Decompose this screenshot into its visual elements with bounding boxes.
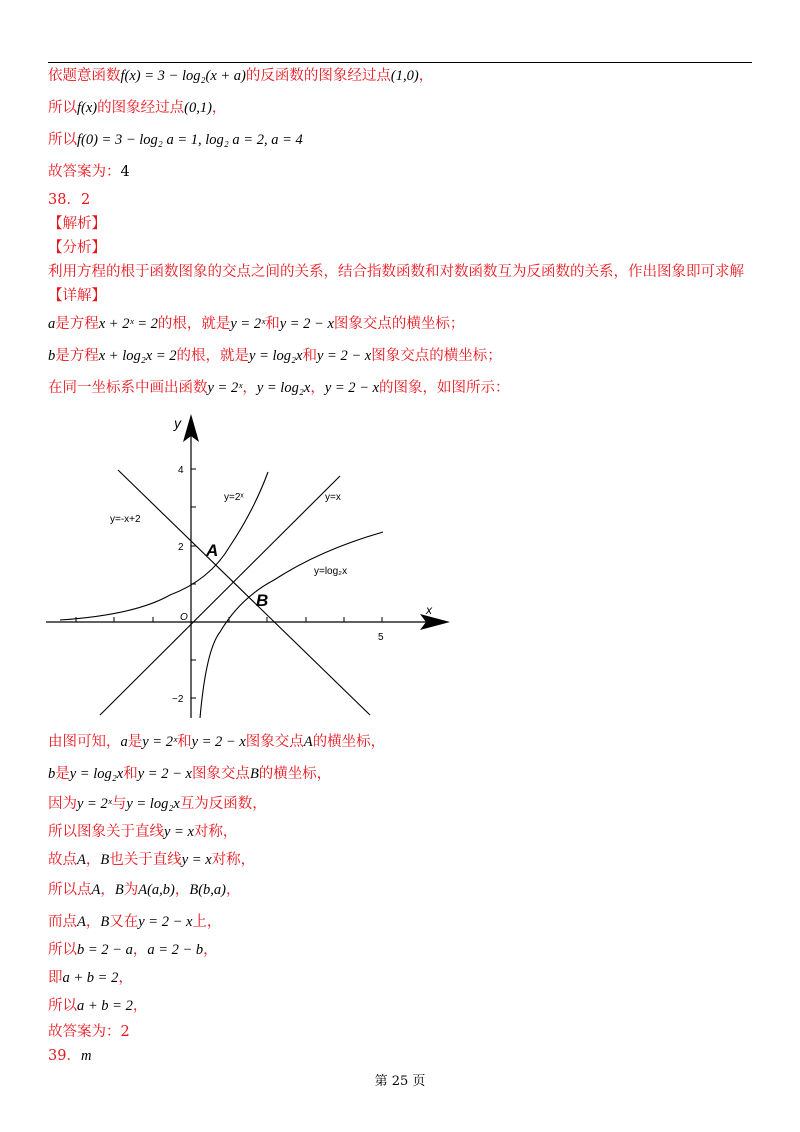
math-expr: y = log₂x xyxy=(249,348,303,364)
result-line-6 xyxy=(48,880,241,900)
math-expr: y = 2 − x xyxy=(191,734,246,750)
math-expr: y = 2 − x xyxy=(317,348,372,364)
text: 由图可知， xyxy=(48,734,121,750)
text: 故点 xyxy=(48,852,77,868)
text: 和 xyxy=(265,316,280,332)
math-expr: y = 2 − x xyxy=(324,380,380,396)
text-line-b xyxy=(48,346,502,366)
math-expr: y = 2ˣ xyxy=(230,316,266,332)
math-expr: f(x) xyxy=(77,100,98,116)
text: ， xyxy=(203,942,218,958)
line-y-equals-neg-x-plus-2 xyxy=(118,470,370,715)
text: 和 xyxy=(302,348,317,364)
text: 互为反函数， xyxy=(179,796,267,812)
text: 和 xyxy=(123,766,138,782)
label-log: y=log₂x xyxy=(314,566,348,577)
text: 所以 xyxy=(48,100,77,116)
result-line-4 xyxy=(48,822,237,842)
section-xiangjie: 【详解】 xyxy=(48,288,106,304)
text: ， xyxy=(132,942,148,958)
text: 的图象，如图所示： xyxy=(379,380,510,396)
text: 对称， xyxy=(211,852,256,868)
math-expr: y = 2 − x xyxy=(137,766,192,782)
math-expr: b = 2 − a xyxy=(77,942,133,958)
math-expr: m xyxy=(80,1048,92,1064)
text: ， xyxy=(85,914,101,930)
function-graph-figure xyxy=(40,410,460,725)
math-expr: b xyxy=(48,766,56,782)
math-expr: a + b = 2 xyxy=(77,998,133,1014)
text: 上， xyxy=(192,914,222,930)
text: ， xyxy=(132,998,148,1014)
text: 的横坐标， xyxy=(258,766,332,782)
y-axis-label: y xyxy=(174,415,181,431)
text-line-plot xyxy=(48,378,510,398)
result-line-1 xyxy=(48,732,385,752)
question-number-39 xyxy=(48,1046,91,1066)
math-expr: y = 2ˣ xyxy=(77,796,112,812)
math-expr: A(a,b) xyxy=(138,882,175,898)
text: 图象交点 xyxy=(191,766,250,782)
math-expr: B xyxy=(100,852,110,868)
text: 图象交点的横坐标； xyxy=(371,348,502,364)
label-yx: y=x xyxy=(325,492,341,503)
text-line-3 xyxy=(48,130,303,150)
fenxi-text: 利用方程的根于函数图象的交点之间的关系，结合指数函数和对数函数互为反函数的关系，作出图象即可求解 xyxy=(48,264,744,280)
math-expr: y = 2ˣ xyxy=(207,380,243,396)
math-expr: A xyxy=(77,914,86,930)
text-line-1 xyxy=(48,66,433,86)
text: 因为 xyxy=(48,796,77,812)
section-jiexi: 【解析】 xyxy=(48,216,106,232)
text: 依题意函数 xyxy=(48,68,121,84)
text: ， xyxy=(174,882,190,898)
result-line-8 xyxy=(48,940,218,960)
text: 图象交点的横坐标； xyxy=(333,316,465,332)
math-expr: b xyxy=(48,348,56,364)
math-expr: a xyxy=(48,316,56,332)
math-expr: A xyxy=(91,882,101,898)
result-line-2 xyxy=(48,764,331,784)
text: 故答案为： xyxy=(48,1024,121,1040)
text-line-a xyxy=(48,314,464,334)
tick-label-neg2: −2 xyxy=(172,694,184,705)
answer-value: 2 xyxy=(120,1024,130,1040)
tick-label-2: 2 xyxy=(178,542,184,553)
text: ， xyxy=(100,882,115,898)
result-line-10 xyxy=(48,996,147,1016)
answer-line-38 xyxy=(48,1022,130,1042)
math-expr: a = 2 − b xyxy=(147,942,204,958)
result-line-3 xyxy=(48,794,267,814)
label-exp: y=2ˣ xyxy=(224,492,244,503)
math-expr: y = 2ˣ xyxy=(142,734,178,750)
text: ， xyxy=(418,68,434,84)
text: 在同一坐标系中画出函数 xyxy=(48,380,208,396)
point-B-label: B xyxy=(256,591,269,610)
point-A-label: A xyxy=(206,541,219,560)
math-expr: B xyxy=(249,766,259,782)
text: ， xyxy=(242,380,257,396)
text: 也关于直线 xyxy=(109,852,182,868)
math-expr: f(x) = 3 − log₂(x + a) xyxy=(120,68,246,84)
text: 而点 xyxy=(48,914,77,930)
text: 的横坐标， xyxy=(312,734,386,750)
math-expr: y = log₂x xyxy=(256,380,311,396)
text: 所以 xyxy=(48,998,77,1014)
text: 的根，就是 xyxy=(176,348,250,364)
math-expr: y = x xyxy=(164,824,194,840)
text: 即 xyxy=(48,970,63,986)
text: 为 xyxy=(123,882,139,898)
answer-line-37 xyxy=(48,162,130,182)
math-expr: B xyxy=(114,882,124,898)
text: 是方程 xyxy=(55,316,99,332)
x-axis-label: x xyxy=(426,603,432,617)
line-y-equals-x xyxy=(100,476,340,715)
text: ， xyxy=(310,380,325,396)
text: 是 xyxy=(55,766,70,782)
text: 对称， xyxy=(193,824,238,840)
text: 与 xyxy=(111,796,127,812)
result-line-5 xyxy=(48,850,255,870)
text: 是 xyxy=(127,734,143,750)
text: 图象交点 xyxy=(245,734,304,750)
text: 和 xyxy=(177,734,192,750)
text: 的反函数的图象经过点 xyxy=(245,68,391,84)
math-expr: y = log₂x xyxy=(69,766,124,782)
section-fenxi: 【分析】 xyxy=(48,240,106,256)
math-expr: y = 2 − x xyxy=(279,316,334,332)
text: 39． xyxy=(48,1048,81,1064)
math-expr: B(b,a) xyxy=(189,882,226,898)
text: 所以 xyxy=(48,132,77,148)
text: 又在 xyxy=(109,914,139,930)
text: ， xyxy=(226,882,241,898)
answer-value: 4 xyxy=(120,164,130,180)
text: ， xyxy=(118,970,133,986)
math-expr: B xyxy=(100,914,110,930)
math-expr: y = 2 − x xyxy=(138,914,193,930)
math-expr: (0,1) xyxy=(184,100,212,116)
page-footer: 第 25 页 xyxy=(374,1074,426,1089)
text: 所以 xyxy=(48,942,77,958)
text: 故答案为： xyxy=(48,164,121,180)
text: 的根，就是 xyxy=(157,316,231,332)
origin-label: O xyxy=(180,612,188,623)
result-line-7 xyxy=(48,912,221,932)
math-expr: A xyxy=(77,852,86,868)
math-expr: x + 2ˣ = 2 xyxy=(98,316,158,332)
math-expr: f(0) = 3 − log₂ a = 1, log₂ a = 2, a = 4 xyxy=(77,132,303,148)
question-number-38: 38．2 xyxy=(48,192,91,208)
math-expr: a + b = 2 xyxy=(62,970,119,986)
math-expr: y = x xyxy=(181,852,212,868)
math-expr: a xyxy=(120,734,128,750)
text: ， xyxy=(85,852,101,868)
header-rule xyxy=(48,62,752,63)
text: ， xyxy=(211,100,227,116)
text: 是方程 xyxy=(55,348,99,364)
curve-log xyxy=(200,532,383,718)
label-neg: y=-x+2 xyxy=(110,514,141,525)
math-expr: x + log₂x = 2 xyxy=(98,348,177,364)
text: 的图象经过点 xyxy=(97,100,185,116)
math-expr: A xyxy=(303,734,313,750)
math-expr: y = log₂x xyxy=(126,796,180,812)
tick-label-5: 5 xyxy=(378,632,384,643)
text-line-2 xyxy=(48,98,226,118)
tick-label-4: 4 xyxy=(178,465,184,476)
math-expr: (1,0) xyxy=(390,68,419,84)
result-line-9 xyxy=(48,968,133,988)
text: 所以点 xyxy=(48,882,92,898)
text: 所以图象关于直线 xyxy=(48,824,164,840)
